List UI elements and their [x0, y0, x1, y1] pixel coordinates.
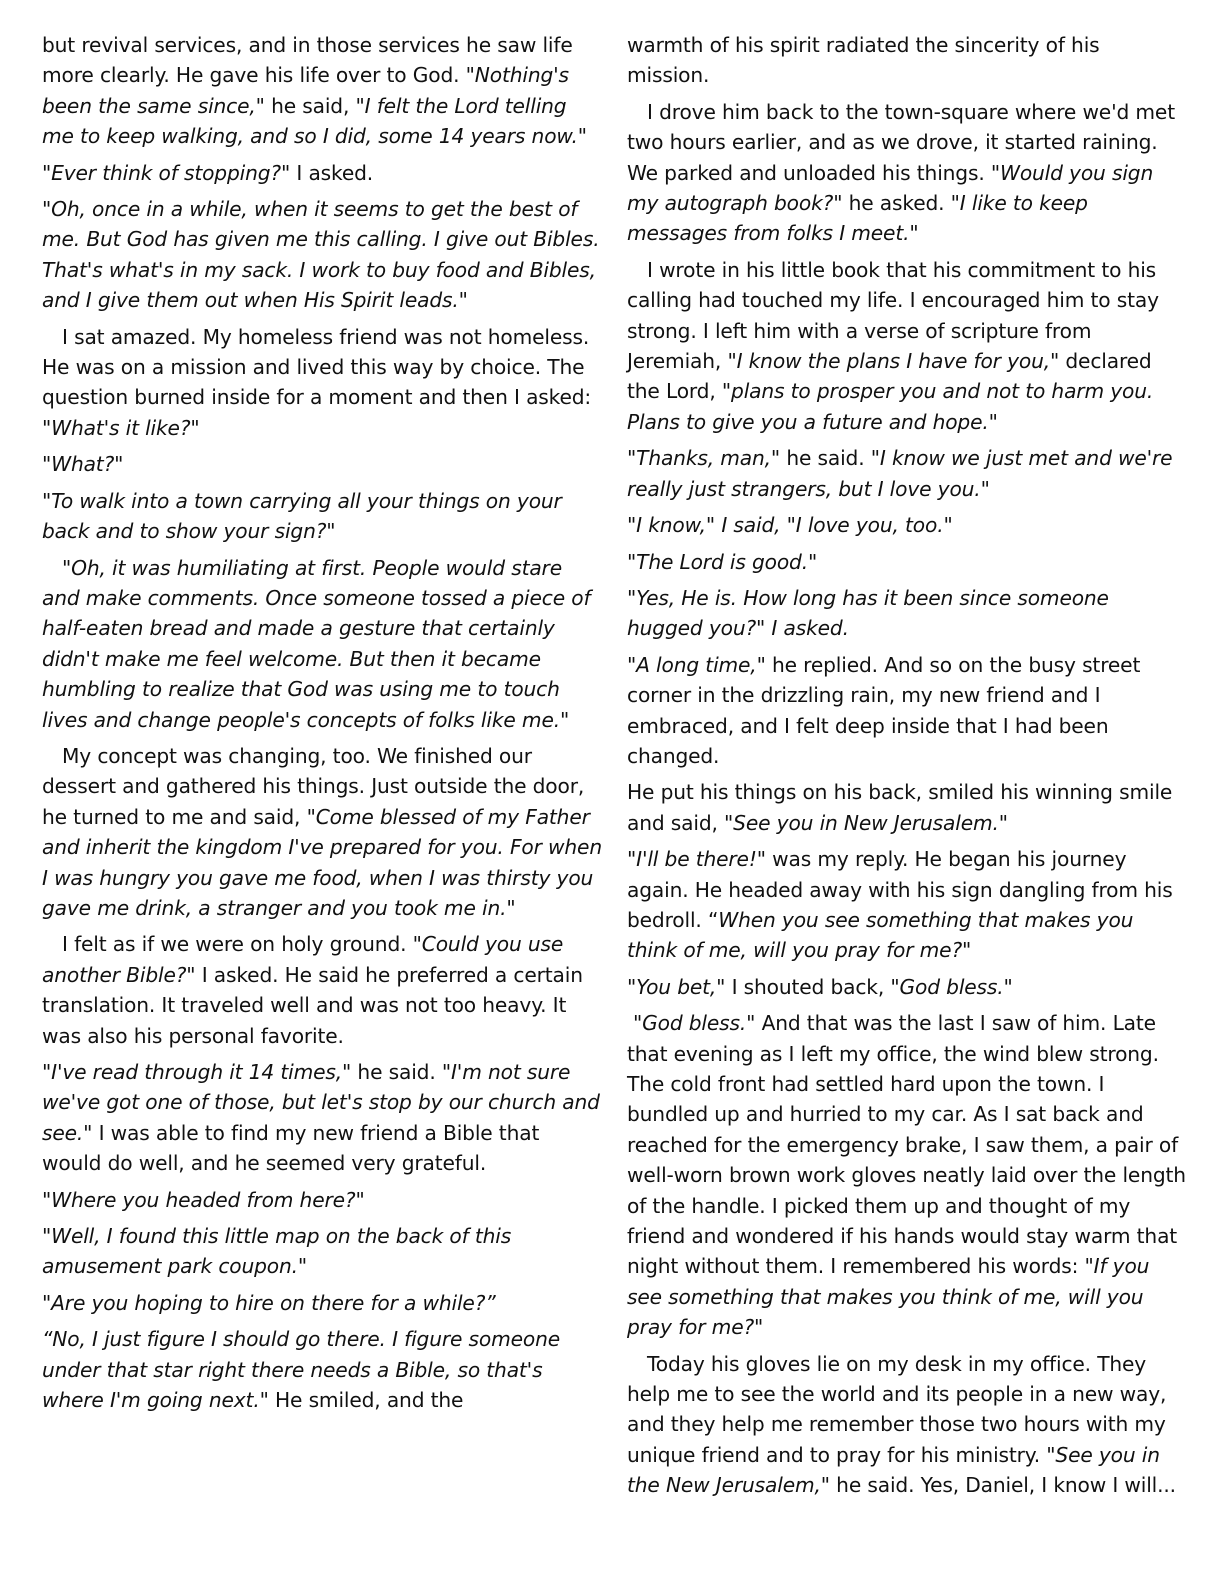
quoted-text: "I'll be there!" [627, 847, 766, 872]
paragraph [42, 741, 602, 923]
paragraph [627, 510, 1187, 540]
narrative-text: warmth of his spirit radiated the sincerity of his mission. [627, 33, 1100, 88]
quoted-text: "Well, I found this little map on the back of this amusement park coupon." [42, 1224, 512, 1279]
quoted-text: "plans to prosper you and not to harm you. Plans to give you a future and hope." [627, 379, 1154, 434]
quoted-text: "Nothing's been the same since," [42, 63, 569, 118]
quoted-text: "Oh, once in a while, when it seems to get the best of me. But God has given me this calling. I give out Bibles. That's what's in my sack. I work to buy food and Bibles, and I give them out when His Spirit leads." [42, 197, 600, 313]
narrative-text: he said. " [780, 446, 880, 471]
quoted-text: "Where you headed from here?" [42, 1187, 365, 1212]
narrative-text: He smiled, and the [268, 1388, 464, 1413]
paragraph [42, 158, 602, 188]
narrative-text: I asked. He said he preferred a certain translation. It traveled well and was not too heavy. It was also his personal favorite. [42, 962, 583, 1048]
quoted-text: “No, I just figure I should go there. I figure someone under that star right there needs a Bible, so that's where I'm going next." [42, 1327, 561, 1413]
quoted-text: "God bless." [633, 1011, 756, 1036]
narrative-text: I was able to find my new friend a Bible that would do well, and he seemed very grateful. [42, 1120, 540, 1176]
paragraph [42, 322, 602, 444]
quoted-text: "Yes, He is. How long has it been since someone hugged you?" I asked. [627, 585, 1109, 641]
right-column [627, 30, 1187, 1507]
quoted-text: "Could you use another Bible?" [42, 932, 564, 987]
quoted-text: "What?" [42, 452, 124, 477]
quoted-text: "See you in the New Jerusalem," [627, 1442, 1160, 1498]
narrative-text: was my reply. He began his journey again. He headed away with his sign dangling from his bedroll. “ [627, 847, 1173, 932]
paragraph [42, 30, 602, 152]
narrative-text: I sat amazed. My homeless friend was not homeless. He was on a mission and lived this way by choice. The question burned inside for a moment and then I asked: [42, 324, 592, 410]
left-column [42, 30, 602, 1421]
quoted-text: "I've read through it 14 times," [42, 1060, 352, 1084]
paragraph [627, 650, 1187, 772]
paragraph [627, 443, 1187, 504]
quoted-text: "A long time," [627, 652, 766, 677]
narrative-text: I drove him back to the town-square where we'd met two hours earlier, and as we drove, it started raining. We parked and unloaded his things. [627, 99, 1175, 185]
paragraph [627, 30, 1187, 91]
quoted-text: "The Lord is good." [627, 549, 818, 574]
quoted-text: "I know," I said, "I love you, too." [627, 513, 953, 538]
narrative-text: My concept was changing, too. We finished our dessert and gathered his things. Just outside the door, he turned to me and said, [42, 743, 585, 829]
paragraph [42, 1057, 602, 1179]
quoted-text: "Oh, it was humiliating at first. People would stare and make comments. Once someone tossed a piece of half-eaten bread and made a gesture that certainly didn't make me feel welcome. But then it became humbling to realize that God was using me to touch lives and change people's concepts of folks like me." [42, 555, 591, 732]
narrative-text: And that was the last I saw of him. Late that evening as I left my office, the wind blew strong. The cold front had settled hard upon the town. I bundled up and hurried to my car. As I sat back and reached for the emergency brake, I saw them, a pair of well-worn brown work gloves neatly laid over the length of the handle. I picked them up and thought of my friend and wondered if his hands would stay warm that night without them. I remembered his words: [627, 1011, 1186, 1279]
paragraph [42, 486, 602, 547]
paragraph [627, 1008, 1187, 1342]
quoted-text: "Are you hoping to hire on there for a while?” [42, 1290, 496, 1315]
narrative-text: He put his things on his back, smiled his winning smile and said, [627, 780, 1173, 835]
narrative-text: I felt as if we were on holy ground. [62, 932, 413, 957]
quoted-text: "Thanks, man," [627, 446, 781, 471]
paragraph [42, 1288, 602, 1318]
paragraph [42, 1324, 602, 1415]
narrative-text: I wrote in his little book that his commitment to his calling had touched my life. I encouraged him to stay strong. I left him with a verse of scripture from Jeremiah, [627, 257, 1159, 374]
paragraph [42, 1185, 602, 1215]
quoted-text: "Would you sign my autograph book?" [627, 160, 1154, 216]
paragraph [42, 1221, 602, 1282]
paragraph [627, 255, 1187, 437]
quoted-text: "You bet," [627, 974, 726, 999]
paragraph [627, 583, 1187, 644]
quoted-text: "I'm not sure we've got one of those, but let's stop by our church and see." [42, 1060, 600, 1145]
narrative-text: but revival services, and in those services he saw life more clearly. He gave his life over to God. [42, 33, 573, 88]
quoted-text: "To walk into a town carrying all your things on your back and to show your sign?" [42, 488, 562, 544]
paragraph [627, 777, 1187, 838]
quoted-text: "I felt the Lord telling me to keep walking, and so I did, some 14 years now." [42, 93, 587, 149]
quoted-text: "Ever think of stopping?" [42, 160, 291, 185]
quoted-text: I know we just met and we're really just strangers, but I love you." [627, 446, 1173, 501]
paragraph [42, 553, 602, 735]
narrative-text: he asked. [842, 191, 951, 216]
narrative-text: I asked. [290, 160, 374, 185]
paragraph [627, 844, 1187, 966]
quoted-text: "Come blessed of my Father and inherit the kingdom I've prepared for you. For when I was hungry you gave me food, when I was thirsty you gave me drink, a stranger and you took me in." [42, 804, 602, 920]
narrative-text: declared the Lord, [627, 349, 1152, 404]
paragraph [627, 1349, 1187, 1501]
quoted-text: "See you in New Jerusalem." [724, 810, 1008, 835]
quoted-text: When you see something that makes you think of me, will you pray for me?" [627, 907, 1134, 963]
quoted-text: "I know the plans I have for you," [727, 349, 1060, 374]
paragraph [627, 547, 1187, 577]
narrative-text: he said, [264, 93, 356, 118]
narrative-text: I shouted back, [725, 974, 891, 999]
quoted-text: "If you see something that makes you think of me, will you pray for me?" [627, 1254, 1150, 1340]
paragraph [42, 449, 602, 479]
quoted-text: "What's it like?" [42, 415, 200, 440]
quoted-text: "I like to keep messages from folks I meet." [627, 191, 1088, 246]
quoted-text: "God bless." [890, 974, 1013, 999]
paragraph [627, 97, 1187, 249]
paragraph [42, 194, 602, 316]
narrative-text: he said. [351, 1060, 442, 1084]
paragraph [627, 972, 1187, 1002]
paragraph [42, 929, 602, 1051]
narrative-text: Today his gloves lie on my desk in my office. They help me to see the world and its people in a new way, and they help me remember those two hours with my unique friend and to pray for his ministry. [627, 1351, 1167, 1467]
narrative-text: he said. Yes, Daniel, I know I will... [829, 1473, 1176, 1498]
narrative-text: he replied. And so on the busy street corner in the drizzling rain, my new friend and I embraced, and I felt deep inside that I had been changed. [627, 652, 1141, 768]
